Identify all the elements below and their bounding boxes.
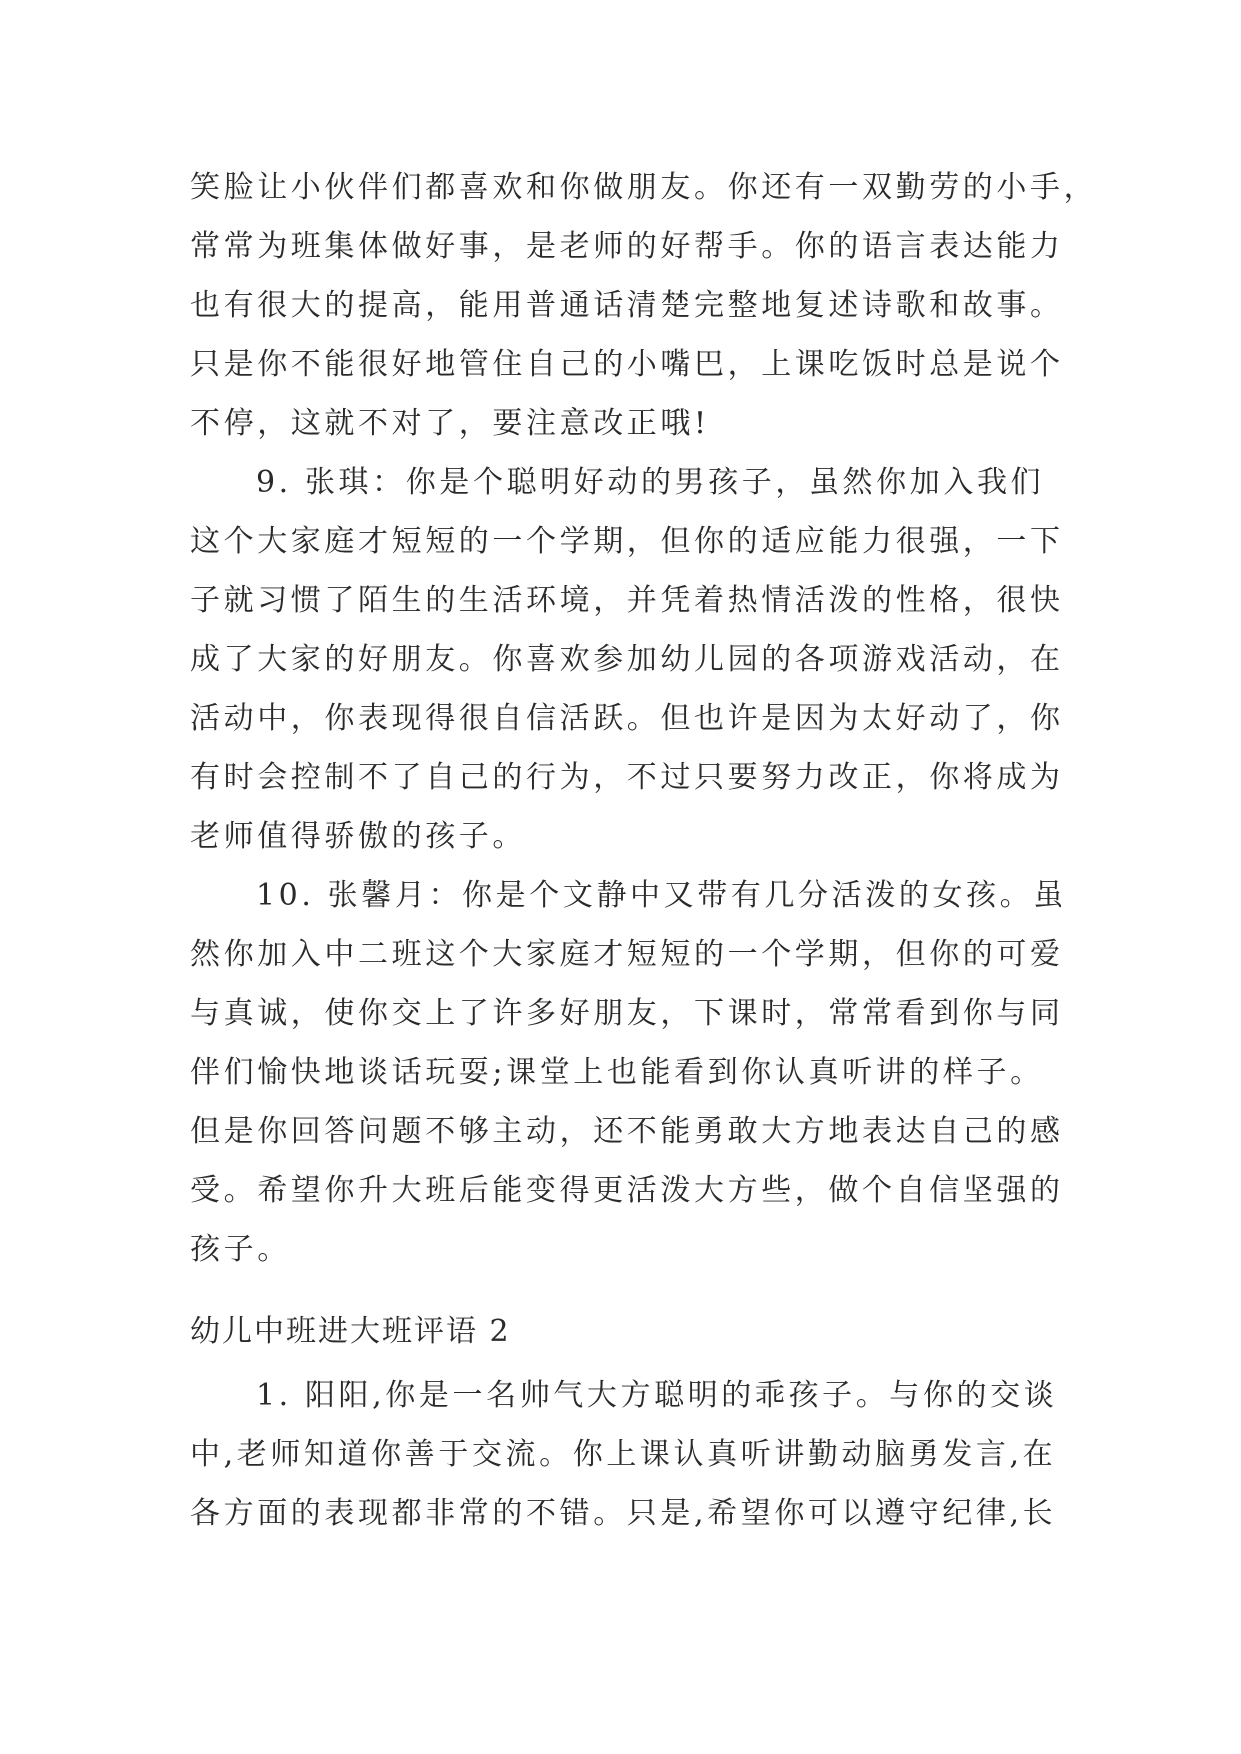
text-line: 这个大家庭才短短的一个学期，但你的适应能力很强，一下	[190, 524, 1064, 559]
text-line: 老师值得骄傲的孩子。	[190, 819, 526, 854]
text-line: 但是你回答问题不够主动，还不能勇敢大方地表达自己的感	[190, 1114, 1064, 1149]
text-line: 成了大家的好朋友。你喜欢参加幼儿园的各项游戏活动，在	[190, 642, 1064, 677]
text-line: 常常为班集体做好事，是老师的好帮手。你的语言表达能力	[190, 229, 1064, 264]
comment-9-start: 9. 张琪：你是个聪明好动的男孩子，虽然你加入我们	[256, 465, 1045, 500]
text-line: 有时会控制不了自己的行为，不过只要努力改正，你将成为	[190, 760, 1064, 795]
text-line: 然你加入中二班这个大家庭才短短的一个学期，但你的可爱	[190, 937, 1064, 972]
text-line: 中,老师知道你善于交流。你上课认真听讲勤动脑勇发言,在	[190, 1437, 1057, 1472]
text-line: 伴们愉快地谈话玩耍;课堂上也能看到你认真听讲的样子。	[190, 1055, 1044, 1090]
text-line: 笑脸让小伙伴们都喜欢和你做朋友。你还有一双勤劳的小手，	[190, 170, 1098, 205]
text-line: 不停，这就不对了，要注意改正哦!	[190, 406, 710, 441]
section-heading: 幼儿中班进大班评语 2	[190, 1314, 511, 1349]
comment-10-start: 10. 张馨月：你是个文静中又带有几分活泼的女孩。虽	[256, 878, 1067, 913]
text-line: 各方面的表现都非常的不错。只是,希望你可以遵守纪律,长	[190, 1496, 1057, 1531]
text-line: 与真诚，使你交上了许多好朋友，下课时，常常看到你与同	[190, 996, 1064, 1031]
text-line: 子就习惯了陌生的生活环境，并凭着热情活泼的性格，很快	[190, 583, 1064, 618]
text-line: 活动中，你表现得很自信活跃。但也许是因为太好动了，你	[190, 701, 1064, 736]
comments-section-1	[190, 158, 1098, 1279]
text-line: 受。希望你升大班后能变得更活泼大方些，做个自信坚强的	[190, 1173, 1064, 1208]
text-line: 只是你不能很好地管住自己的小嘴巴，上课吃饭时总是说个	[190, 347, 1064, 382]
text-line: 孩子。	[190, 1232, 291, 1267]
comment-1-start: 1. 阳阳,你是一名帅气大方聪明的乖孩子。与你的交谈	[256, 1378, 1058, 1413]
comments-section-2	[190, 1366, 1070, 1543]
text-line: 也有很大的提高，能用普通话清楚完整地复述诗歌和故事。	[190, 288, 1064, 323]
